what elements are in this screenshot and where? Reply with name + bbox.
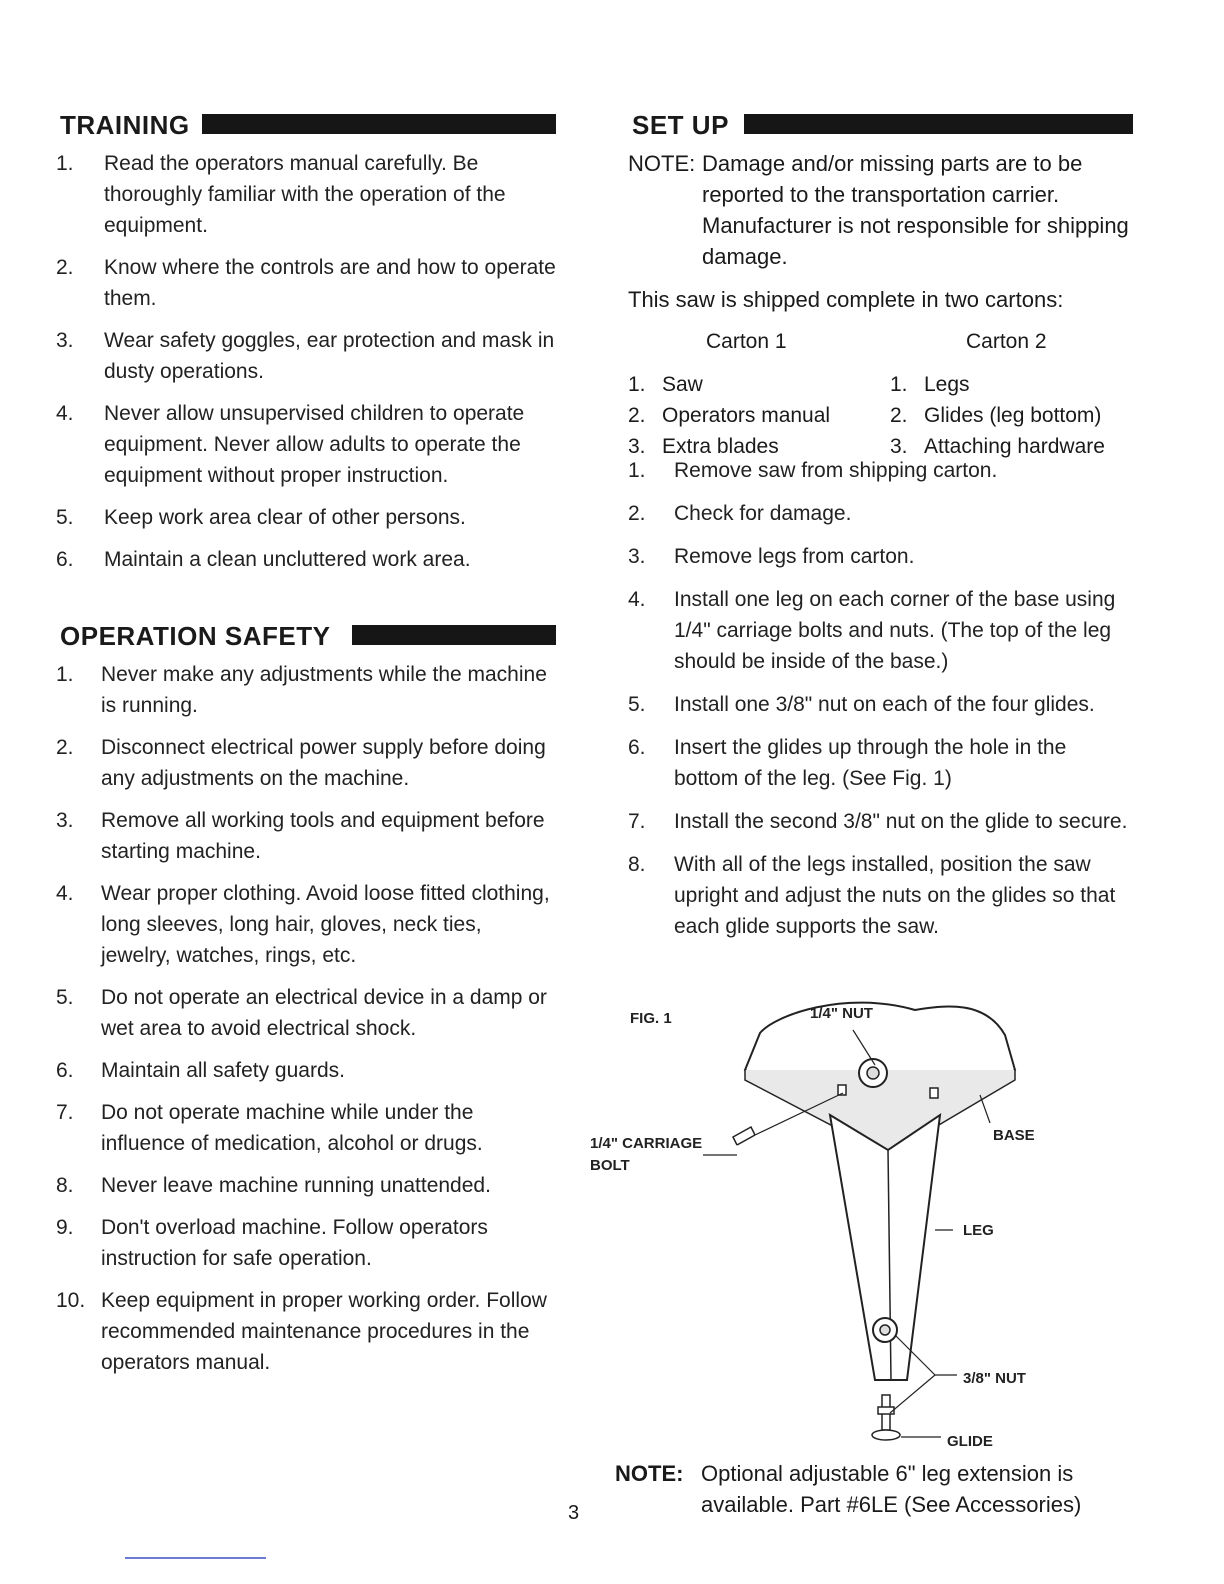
item-text: Remove legs from carton. <box>674 545 915 568</box>
item-text: Maintain all safety guards. <box>101 1059 345 1082</box>
item-number: 3. <box>56 329 74 352</box>
item-number: 5. <box>56 506 74 529</box>
item-text: Extra blades <box>662 435 779 458</box>
list-item <box>56 1285 556 1378</box>
list-item <box>56 878 556 971</box>
item-number: 6. <box>56 548 74 571</box>
item-number: 2. <box>628 502 646 525</box>
item-text: Glides (leg bottom) <box>924 404 1102 427</box>
shipped-text: This saw is shipped complete in two cartons: <box>628 287 1064 312</box>
list-item <box>628 806 1133 837</box>
list-item <box>56 1212 556 1274</box>
item-text: Remove saw from shipping carton. <box>674 459 998 482</box>
label-bolt-line2: BOLT <box>590 1157 630 1174</box>
item-text: Attaching hardware <box>924 435 1105 458</box>
item-number: 3. <box>890 435 908 458</box>
item-text: Install one leg on each corner of the base using 1/4" carriage bolts and nuts. (The top of the leg should be inside of the base.) <box>674 588 1116 673</box>
list-item <box>56 1170 556 1201</box>
item-number: 5. <box>628 693 646 716</box>
leg-assembly-diagram <box>585 985 1145 1455</box>
note-text: Optional adjustable 6" leg extension is available. Part #6LE (See Accessories) <box>701 1461 1082 1517</box>
item-text: Read the operators manual carefully. Be thoroughly familiar with the operation of the equipment. <box>104 152 506 237</box>
fig-label: FIG. 1 <box>630 1010 672 1027</box>
item-number: 2. <box>628 404 646 427</box>
list-item <box>628 849 1133 942</box>
item-text: Legs <box>924 373 970 396</box>
note-label: NOTE: <box>615 1461 684 1486</box>
item-text: With all of the legs installed, position the saw upright and adjust the nuts on the glides so that each glide supports the saw. <box>674 853 1116 938</box>
item-text: Maintain a clean uncluttered work area. <box>104 548 471 571</box>
label-leg: LEG <box>963 1222 994 1239</box>
list-item <box>56 1055 556 1086</box>
note-text: Damage and/or missing parts are to be reported to the transportation carrier. Manufacturer is not responsible for shipping damage. <box>702 151 1129 269</box>
carriage-bolt-icon <box>733 1127 755 1145</box>
nut-hole <box>867 1067 879 1079</box>
scan-artifact-line <box>125 1557 266 1559</box>
item-number: 3. <box>628 435 646 458</box>
list-item <box>56 659 556 721</box>
list-item <box>56 1097 556 1159</box>
figure-leg-assembly <box>585 985 1145 1455</box>
carton2-list <box>890 369 1130 462</box>
right-column <box>628 108 1133 954</box>
list-item <box>628 541 1133 572</box>
list-item <box>56 502 556 533</box>
label-bolt-line1: 1/4" CARRIAGE <box>590 1135 703 1152</box>
item-number: 1. <box>628 373 646 396</box>
item-number: 6. <box>628 736 646 759</box>
left-column <box>56 108 556 1389</box>
list-item <box>628 732 1133 794</box>
list-item <box>56 805 556 867</box>
list-item <box>628 498 1133 529</box>
operation-safety-list <box>56 659 556 1378</box>
item-number: 2. <box>56 736 74 759</box>
training-heading <box>56 108 556 142</box>
list-item <box>628 400 878 431</box>
item-number: 4. <box>56 882 74 905</box>
item-text: Do not operate machine while under the influence of medication, alcohol or drugs. <box>101 1101 483 1155</box>
item-number: 8. <box>56 1174 74 1197</box>
nut-hole <box>880 1325 890 1335</box>
item-text: Keep equipment in proper working order. Follow recommended maintenance procedures in the operators manual. <box>101 1289 547 1374</box>
list-item <box>56 982 556 1044</box>
label-nut-bottom: 3/8" NUT <box>963 1370 1026 1387</box>
setup-steps <box>628 455 1133 942</box>
heading-bar <box>744 114 1133 134</box>
training-title: TRAINING <box>60 110 190 140</box>
item-text: Don't overload machine. Follow operators instruction for safe operation. <box>101 1216 488 1270</box>
item-text: Install the second 3/8" nut on the glide to secure. <box>674 810 1128 833</box>
list-item <box>628 689 1133 720</box>
item-text: Wear safety goggles, ear protection and mask in dusty operations. <box>104 329 555 383</box>
item-text: Operators manual <box>662 404 831 427</box>
list-item <box>56 544 556 575</box>
carton2-heading: Carton 2 <box>966 330 1047 353</box>
setup-heading <box>628 108 1133 142</box>
item-number: 8. <box>628 853 646 876</box>
training-list <box>56 148 556 575</box>
item-number: 7. <box>628 810 646 833</box>
item-text: Never make any adjustments while the machine is running. <box>101 663 547 717</box>
note-label: NOTE: <box>628 151 696 176</box>
item-number: 4. <box>56 402 74 425</box>
item-text: Disconnect electrical power supply before doing any adjustments on the machine. <box>101 736 546 790</box>
item-text: Keep work area clear of other persons. <box>104 506 466 529</box>
item-number: 3. <box>628 545 646 568</box>
item-text: Do not operate an electrical device in a damp or wet area to avoid electrical shock. <box>101 986 547 1040</box>
label-base: BASE <box>993 1127 1035 1144</box>
item-text: Install one 3/8" nut on each of the four glides. <box>674 693 1095 716</box>
item-text: Never leave machine running unattended. <box>101 1174 491 1197</box>
list-item <box>628 584 1133 677</box>
item-number: 1. <box>890 373 908 396</box>
item-number: 5. <box>56 986 74 1009</box>
item-number: 2. <box>890 404 908 427</box>
operation-safety-heading <box>56 619 556 653</box>
page-number: 3 <box>568 1502 580 1524</box>
item-number: 4. <box>628 588 646 611</box>
item-text: Never allow unsupervised children to operate equipment. Never allow adults to operate the equipment without proper instruction. <box>104 402 525 487</box>
list-item <box>56 252 556 314</box>
item-number: 6. <box>56 1059 74 1082</box>
item-number: 3. <box>56 809 74 832</box>
item-text: Check for damage. <box>674 502 852 525</box>
list-item <box>890 369 1130 400</box>
list-item <box>56 148 556 241</box>
carton-table <box>628 327 1133 467</box>
item-text: Know where the controls are and how to operate them. <box>104 256 556 310</box>
list-item <box>628 369 878 400</box>
carton1-list <box>628 369 878 462</box>
item-number: 1. <box>56 663 74 686</box>
heading-bar <box>352 625 556 645</box>
heading-bar <box>202 114 556 134</box>
item-number: 2. <box>56 256 74 279</box>
item-number: 1. <box>56 152 74 175</box>
list-item <box>890 400 1130 431</box>
operation-safety-title: OPERATION SAFETY <box>60 621 331 651</box>
item-number: 1. <box>628 459 646 482</box>
leader-line <box>980 1095 990 1123</box>
glide-nut-icon <box>878 1407 894 1414</box>
carton1-heading: Carton 1 <box>706 330 787 353</box>
list-item <box>56 732 556 794</box>
list-item <box>56 325 556 387</box>
label-nut-top: 1/4" NUT <box>810 1005 873 1022</box>
item-text: Wear proper clothing. Avoid loose fitted clothing, long sleeves, long hair, gloves, neck ties, jewelry, watches, rings, etc. <box>101 882 550 967</box>
accessory-note <box>615 1458 1135 1520</box>
list-item <box>628 455 1133 486</box>
item-number: 7. <box>56 1101 74 1124</box>
label-glide: GLIDE <box>947 1433 993 1450</box>
item-text: Insert the glides up through the hole in the bottom of the leg. (See Fig. 1) <box>674 736 1067 790</box>
glide-foot-icon <box>872 1430 900 1440</box>
item-number: 9. <box>56 1216 74 1239</box>
setup-title: SET UP <box>632 110 729 140</box>
bolt-hole <box>930 1088 938 1098</box>
item-number: 10. <box>56 1289 86 1312</box>
setup-note <box>628 148 1133 272</box>
item-text: Saw <box>662 373 703 396</box>
item-text: Remove all working tools and equipment before starting machine. <box>101 809 545 863</box>
list-item <box>56 398 556 491</box>
